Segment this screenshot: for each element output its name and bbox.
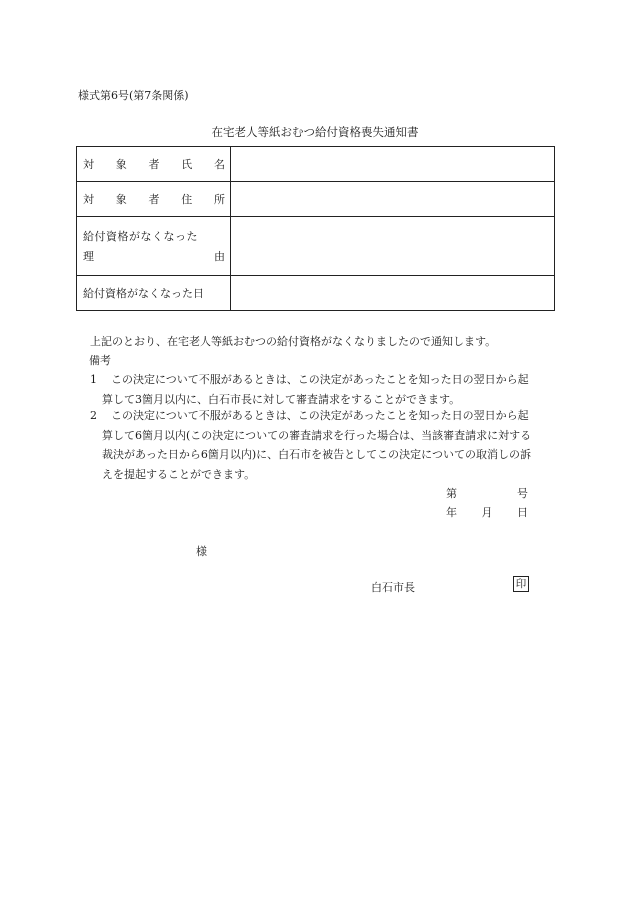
label-char: 象	[115, 193, 127, 206]
label-char: 氏	[181, 158, 193, 171]
form-number: 様式第6号(第7条関係)	[78, 89, 189, 102]
loss-reason-label-line1: 給付資格がなくなった	[83, 230, 198, 243]
loss-date-label: 給付資格がなくなった日	[77, 276, 231, 311]
recipient-honorific: 様	[196, 545, 207, 558]
notice-statement: 上記のとおり、在宅老人等紙おむつの給付資格がなくなりましたので通知します。	[90, 335, 497, 348]
remark-number: 2	[90, 409, 97, 422]
remark-note-1	[90, 370, 560, 409]
target-address-value[interactable]	[231, 182, 555, 217]
remark-line: 算して6箇月以内(この決定についての審査請求を行った場合は、当該審査請求に対する	[102, 428, 532, 442]
target-address-label	[77, 182, 231, 217]
label-char: 象	[115, 158, 127, 171]
target-name-value[interactable]	[231, 147, 555, 182]
issue-number-prefix: 第	[446, 487, 457, 500]
remark-line: えを提起することができます。	[102, 467, 256, 481]
label-char: 者	[148, 158, 160, 171]
form-title: 在宅老人等紙おむつ給付資格喪失通知書	[211, 125, 419, 139]
row-target-address	[77, 182, 555, 217]
loss-reason-value[interactable]	[231, 217, 555, 276]
label-char: 住	[181, 193, 193, 206]
label-char: 由	[214, 250, 225, 263]
label-char: 所	[214, 193, 225, 206]
row-target-name	[77, 147, 555, 182]
issuer-name: 白石市長	[371, 581, 415, 594]
label-char: 対	[83, 193, 94, 206]
remark-line: この決定について不服があるときは、この決定があったことを知った日の翌日から起	[111, 373, 529, 386]
remarks-heading: 備考	[89, 354, 111, 367]
issue-number	[446, 485, 528, 501]
loss-date-value[interactable]	[231, 276, 555, 311]
issue-number-suffix: 号	[517, 487, 528, 500]
row-loss-date	[77, 276, 555, 311]
target-name-label	[77, 147, 231, 182]
remark-line: 裁決があった日から6箇月以内)に、白石市を被告としてこの決定についての取消しの訴	[102, 448, 531, 462]
remark-line: 算して3箇月以内に、白石市長に対して審査請求をすることができます。	[102, 392, 461, 406]
issue-date	[446, 504, 528, 520]
issue-date-month: 月	[481, 506, 493, 519]
issue-date-day: 日	[517, 506, 528, 519]
label-char: 対	[83, 158, 94, 171]
label-char: 者	[148, 193, 160, 206]
seal-stamp: 印	[513, 576, 529, 592]
remark-line: この決定について不服があるときは、この決定があったことを知った日の翌日から起	[111, 409, 529, 422]
remark-note-2	[90, 406, 560, 484]
label-char: 理	[83, 250, 94, 263]
info-table	[76, 146, 555, 311]
remark-number: 1	[90, 373, 97, 386]
issue-date-year: 年	[446, 506, 457, 519]
row-loss-reason	[77, 217, 555, 276]
label-char: 名	[214, 158, 225, 171]
loss-reason-label	[77, 217, 231, 276]
